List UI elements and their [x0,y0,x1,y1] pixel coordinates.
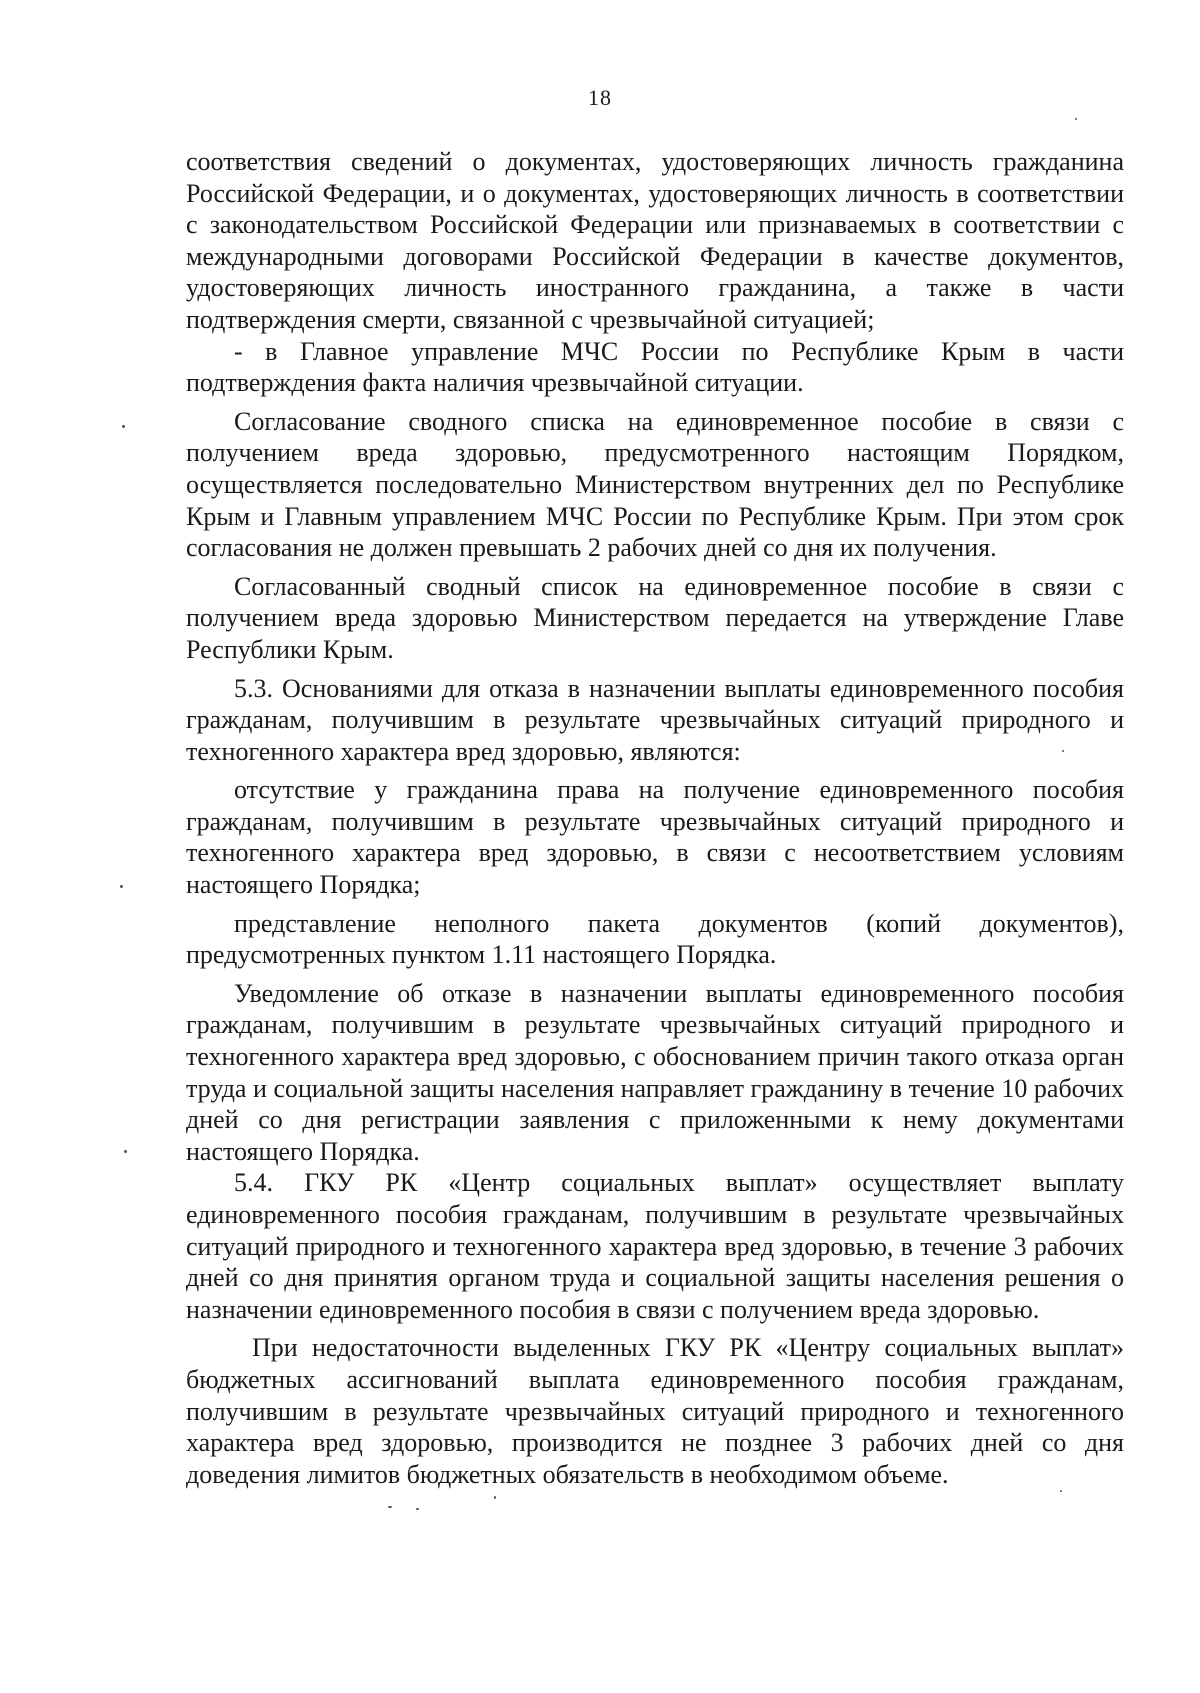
document-body [186,146,1124,1490]
scan-speck [1062,750,1064,752]
scan-speck [494,1496,496,1499]
scan-speck [388,1506,392,1508]
scan-speck [124,1150,127,1153]
scan-speck [1060,1490,1062,1492]
scan-speck [1075,118,1077,120]
paragraph-continuation: соответствия сведений о документах, удостоверяющих личность гражданина Российской Федерации, и о документах, удостоверяющих личность в соответствии с законодательством Российской Федерации или признаваемых в соответствии с международными договорами Российской Федерации в качестве документов, удостоверяющих личность иностранного гражданина, а также в части подтверждения смерти, связанной с чрезвычайной ситуацией; [186,147,1124,334]
paragraph-refusal-ground-1: отсутствие у гражданина права на получение единовременного пособия гражданам, получившим в результате чрезвычайных ситуаций природного и техногенного характера вред здоровью, в связи с несоответствием условиям настоящего Порядка; [186,775,1124,900]
paragraph-approval: Согласование сводного списка на единовременное пособие в связи с получением вреда здоровью, предусмотренного настоящим Порядком, осуществляется последовательно Министерством внутренних дел по Республике Крым и Главным управлением МЧС России по Республике Крым. При этом срок согласования не должен превышать 2 рабочих дней со дня их получения. [186,406,1124,563]
paragraph-section-5-3: 5.3. Основаниями для отказа в назначении выплаты единовременного пособия гражданам, получившим в результате чрезвычайных ситуаций природного и техногенного характера вред здоровью, являются: [186,673,1124,766]
scan-speck [416,1508,419,1510]
paragraph-refusal-notice: Уведомление об отказе в назначении выплаты единовременного пособия гражданам, получившим в результате чрезвычайных ситуаций природного и техногенного характера вред здоровью, с обоснованием причин такого отказа орган труда и социальной защиты населения направляет гражданину в течение 10 рабочих дней со дня регистрации заявления с приложенными к нему документами настоящего Порядка. [186,978,1124,1166]
page-number: 18 [588,85,612,110]
scan-speck [122,425,125,428]
paragraph-list-item-mchs: - в Главное управление МЧС России по Республике Крым в части подтверждения факта наличия чрезвычайной ситуации. [186,336,1124,398]
paragraph-approved-list: Согласованный сводный список на единовременное пособие в связи с получением вреда здоровью Министерством передается на утверждение Главе Республики Крым. [186,571,1124,664]
paragraph-insufficient-funds: При недостаточности выделенных ГКУ РК «Центру социальных выплат» бюджетных ассигнований выплата единовременного пособия гражданам, получившим в результате чрезвычайных ситуаций природного и техногенного характера вред здоровью, производится не позднее 3 рабочих дней со дня доведения лимитов бюджетных обязательств в необходимом объеме. [186,1333,1124,1489]
paragraph-section-5-4: 5.4. ГКУ РК «Центр социальных выплат» осуществляет выплату единовременного пособия гражданам, получившим в результате чрезвычайных ситуаций природного и техногенного характера вред здоровью, в течение 3 рабочих дней со дня принятия органом труда и социальной защиты населения решения о назначении единовременного пособия в связи с получением вреда здоровью. [186,1168,1124,1324]
scan-speck [120,885,123,888]
paragraph-refusal-ground-2: представление неполного пакета документов (копий документов), предусмотренных пунктом 1.11 настоящего Порядка. [186,908,1124,970]
